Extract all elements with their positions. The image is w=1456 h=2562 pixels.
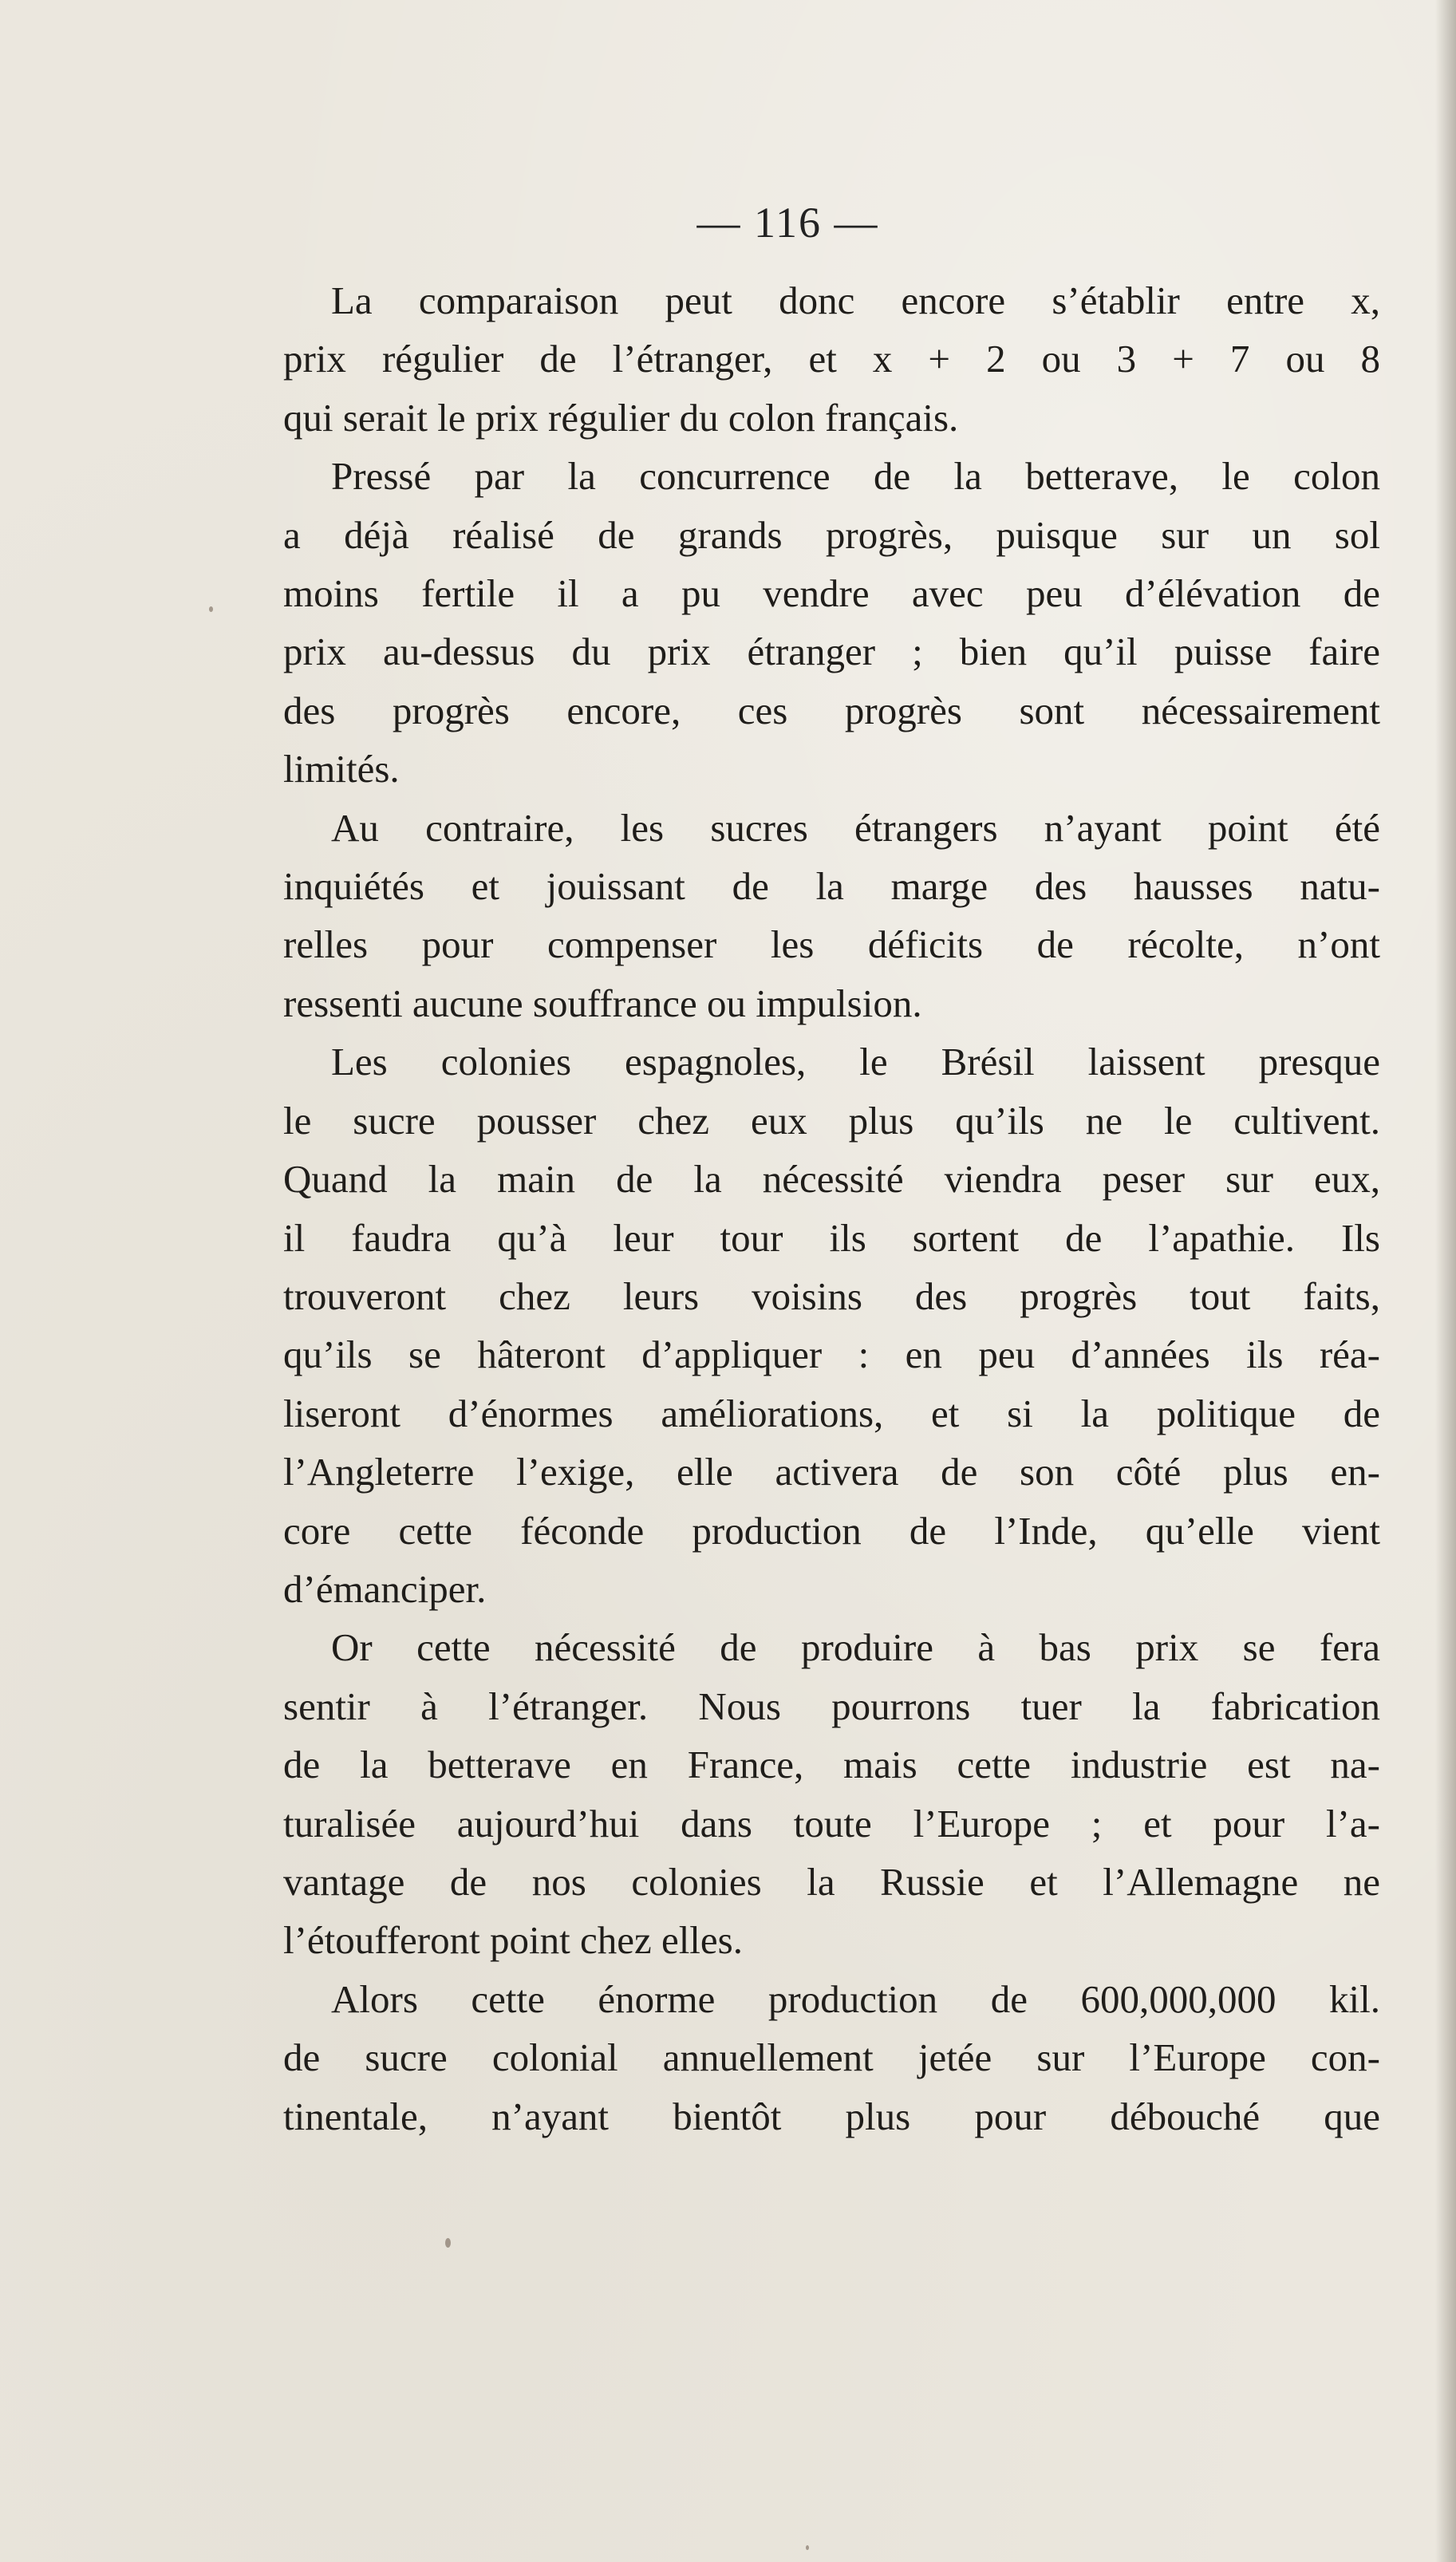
text-line: trouveront chez leurs voisins des progrès tout faits, [283, 1273, 1380, 1318]
paragraph [283, 447, 1380, 798]
text-line: moins fertile il a pu vendre avec peu d’élévation de [283, 571, 1380, 616]
page-number: — 116 — [696, 199, 879, 247]
text-line: l’Angleterre l’exige, elle activera de son côté plus en- [283, 1450, 1380, 1494]
text-line: Alors cette énorme production de 600,000,000 kil. [331, 1976, 1380, 2021]
paragraph [283, 1032, 1380, 1618]
text-line: Au contraire, les sucres étrangers n’ayant point été [331, 805, 1380, 850]
text-line: l’étoufferont point chez elles. [283, 1918, 743, 1963]
page-gutter-shadow [1435, 0, 1456, 2562]
text-line: le sucre pousser chez eux plus qu’ils ne le cultivent. [283, 1098, 1380, 1143]
text-line: il faudra qu’à leur tour ils sortent de l’apathie. Ils [283, 1215, 1380, 1260]
text-line: relles pour compenser les déficits de récolte, n’ont [283, 922, 1380, 967]
text-line: tinentale, n’ayant bientôt plus pour débouché que [283, 2094, 1380, 2138]
paper-speck [209, 606, 213, 612]
text-line: turalisée aujourd’hui dans toute l’Europe ; et pour l’a- [283, 1801, 1380, 1846]
text-line: vantage de nos colonies la Russie et l’Allemagne ne [283, 1859, 1380, 1904]
text-line: core cette féconde production de l’Inde, qu’elle vient [283, 1508, 1380, 1553]
paper-speck [806, 2545, 809, 2550]
text-line: inquiétés et jouissant de la marge des hausses natu- [283, 864, 1380, 909]
text-line: d’émanciper. [283, 1566, 487, 1611]
text-line: Or cette nécessité de produire à bas prix se fera [331, 1625, 1380, 1670]
paragraph [283, 1618, 1380, 1969]
text-line: prix au-dessus du prix étranger ; bien qu’il puisse faire [283, 630, 1380, 674]
paragraph [283, 799, 1380, 1033]
text-line: Les colonies espagnoles, le Brésil laissent presque [331, 1040, 1380, 1084]
text-line: des progrès encore, ces progrès sont nécessairement [283, 688, 1380, 732]
paragraph [283, 271, 1380, 447]
text-line: limités. [283, 747, 400, 791]
text-line: qu’ils se hâteront d’appliquer : en peu d’années ils réa- [283, 1332, 1380, 1377]
text-line: prix régulier de l’étranger, et x + 2 ou 3 + 7 ou 8 [283, 337, 1380, 381]
paper-speck [445, 2238, 451, 2248]
text-line: Pressé par la concurrence de la betterave, le colon [331, 454, 1380, 499]
paragraph [283, 1970, 1380, 2146]
text-line: qui serait le prix régulier du colon français. [283, 395, 959, 440]
text-line: sentir à l’étranger. Nous pourrons tuer la fabrication [283, 1684, 1380, 1728]
text-line: ressenti aucune souffrance ou impulsion. [283, 981, 922, 1025]
text-line: de la betterave en France, mais cette industrie est na- [283, 1743, 1380, 1787]
text-line: La comparaison peut donc encore s’établir entre x, [331, 278, 1380, 322]
text-line: de sucre colonial annuellement jetée sur l’Europe con- [283, 2035, 1380, 2080]
body-text [283, 271, 1380, 2146]
text-line: liseront d’énormes améliorations, et si la politique de [283, 1391, 1380, 1435]
text-line: a déjà réalisé de grands progrès, puisque sur un sol [283, 512, 1380, 557]
text-line: Quand la main de la nécessité viendra peser sur eux, [283, 1157, 1380, 1202]
